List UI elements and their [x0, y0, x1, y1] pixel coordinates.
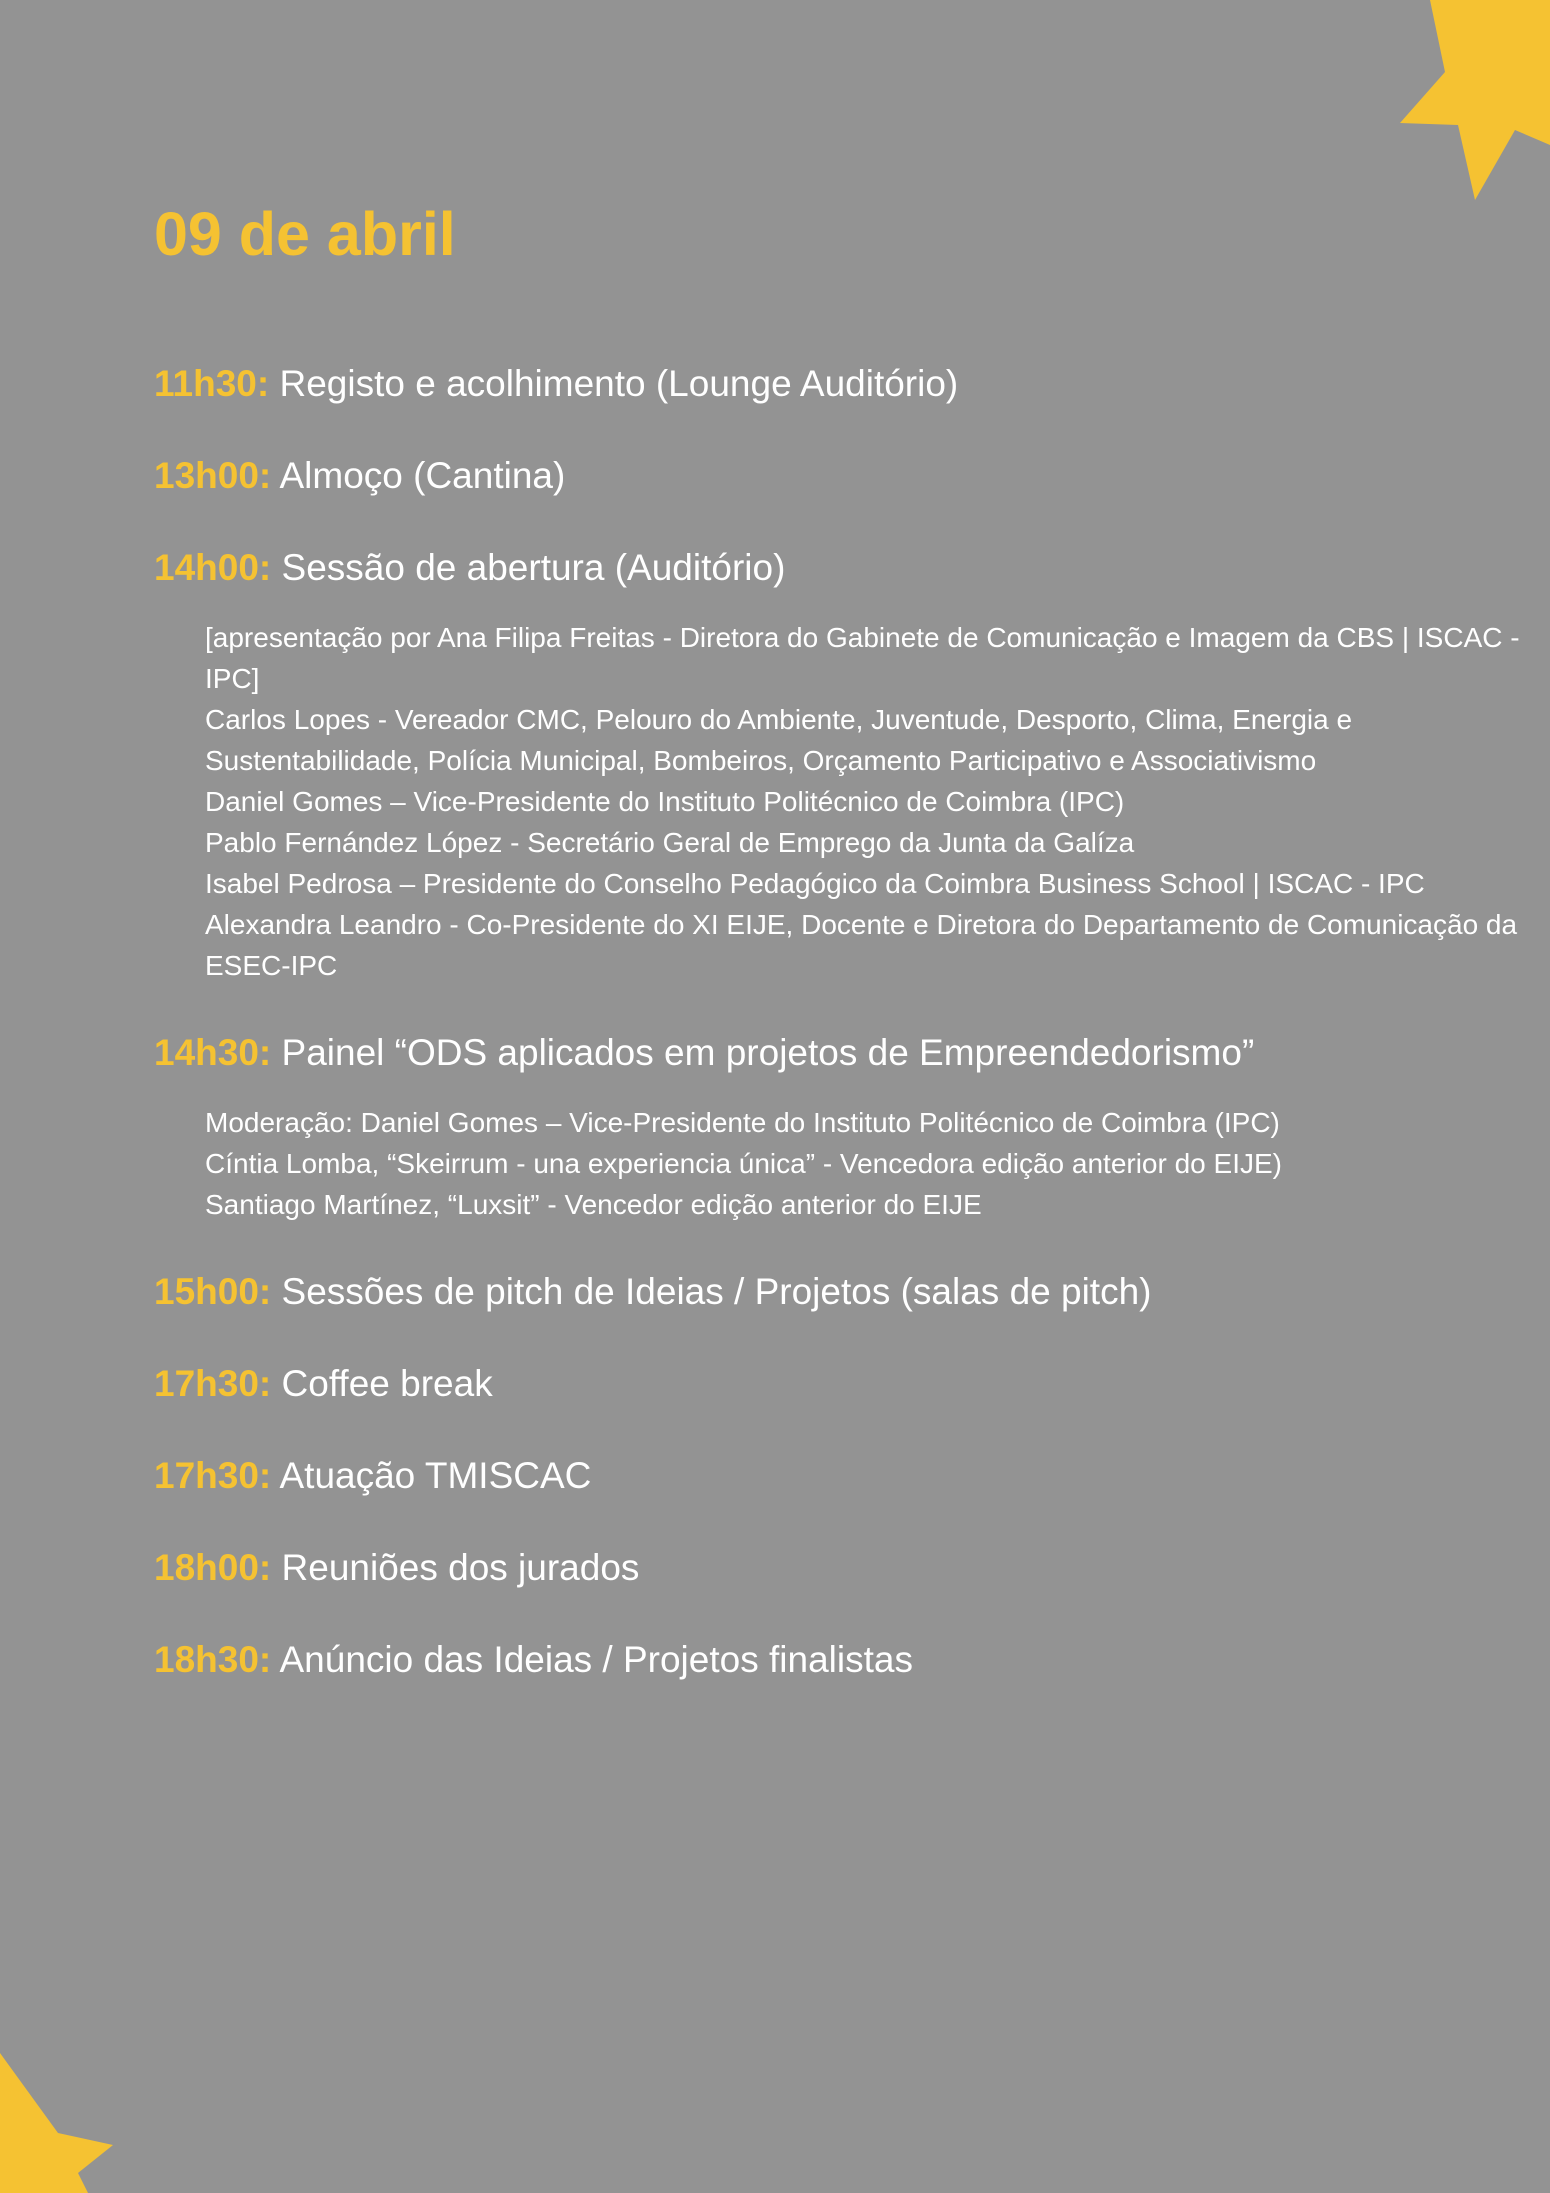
schedule-item — [154, 1028, 1404, 1225]
schedule-item-line — [154, 1635, 1404, 1685]
star-decoration-icon — [1400, 0, 1550, 200]
schedule-item — [154, 1267, 1404, 1317]
schedule-item — [154, 543, 1520, 986]
schedule-detail-line: Daniel Gomes – Vice-Presidente do Instituto Politécnico de Coimbra (IPC) — [205, 786, 1125, 818]
schedule-time: 15h00: — [154, 1271, 272, 1313]
schedule-title: Sessões de pitch de Ideias / Projetos (salas de pitch) — [281, 1271, 1152, 1313]
schedule-detail-line: [apresentação por Ana Filipa Freitas - Diretora do Gabinete de Comunicação e Imagem da CBS | ISCAC - IPC] — [205, 622, 1520, 695]
schedule-detail-line: Cíntia Lomba, “Skeirrum - una experiencia única” - Vencedora edição anterior do EIJE) — [205, 1148, 1282, 1180]
schedule-item-line — [154, 1359, 1404, 1409]
schedule-item-line — [154, 1543, 1404, 1593]
schedule-item — [154, 1451, 1404, 1501]
schedule-details — [205, 1102, 1545, 1225]
schedule-item — [154, 359, 1404, 409]
schedule-item-line — [154, 543, 1404, 593]
schedule-detail-line: Isabel Pedrosa – Presidente do Conselho Pedagógico da Coimbra Business School | ISCAC - IPC — [205, 868, 1425, 900]
schedule-item-line — [154, 359, 1404, 409]
schedule-detail-line: Santiago Martínez, “Luxsit” - Vencedor edição anterior do EIJE — [205, 1189, 982, 1221]
schedule-title: Reuniões dos jurados — [281, 1547, 640, 1589]
schedule-time: 11h30: — [154, 363, 270, 405]
schedule-title: Anúncio das Ideias / Projetos finalistas — [279, 1639, 913, 1681]
schedule-item-line — [154, 1267, 1404, 1317]
schedule-item — [154, 451, 1404, 501]
schedule-page — [154, 198, 1520, 1727]
schedule-detail-line: Alexandra Leandro - Co-Presidente do XI EIJE, Docente e Diretora do Departamento de Comunicação da ESEC-IPC — [205, 909, 1518, 982]
schedule-time: 18h00: — [154, 1547, 272, 1589]
schedule-time: 18h30: — [154, 1639, 272, 1681]
schedule-title: Coffee break — [281, 1363, 493, 1405]
schedule-detail-line: Pablo Fernández López - Secretário Geral de Emprego da Junta da Galíza — [205, 827, 1135, 859]
schedule-item — [154, 1635, 1404, 1685]
schedule-title: Sessão de abertura (Auditório) — [281, 547, 786, 589]
schedule-item — [154, 1543, 1404, 1593]
schedule-time: 14h30: — [154, 1032, 272, 1074]
schedule-item-line — [154, 1451, 1404, 1501]
schedule-title: Almoço (Cantina) — [279, 455, 566, 497]
schedule-time: 17h30: — [154, 1455, 272, 1497]
schedule-detail-line: Moderação: Daniel Gomes – Vice-Presidente do Instituto Politécnico de Coimbra (IPC) — [205, 1107, 1280, 1139]
page-title: 09 de abril — [154, 200, 456, 268]
schedule-time: 13h00: — [154, 455, 272, 497]
schedule-time: 14h00: — [154, 547, 272, 589]
star-decoration-icon — [0, 2053, 115, 2193]
schedule-item-line — [154, 451, 1404, 501]
schedule-time: 17h30: — [154, 1363, 272, 1405]
schedule-detail-line: Carlos Lopes - Vereador CMC, Pelouro do Ambiente, Juventude, Desporto, Clima, Energia e Sustentabilidade, Polícia Municipal, Bombeiros, Orçamento Participativo e Associativismo — [205, 704, 1353, 777]
schedule-list — [154, 359, 1520, 1685]
schedule-item — [154, 1359, 1404, 1409]
schedule-item-line — [154, 1028, 1404, 1078]
schedule-details — [205, 617, 1545, 986]
schedule-title: Painel “ODS aplicados em projetos de Empreendedorismo” — [281, 1032, 1255, 1074]
schedule-title: Atuação TMISCAC — [279, 1455, 592, 1497]
schedule-title: Registo e acolhimento (Lounge Auditório) — [279, 363, 959, 405]
